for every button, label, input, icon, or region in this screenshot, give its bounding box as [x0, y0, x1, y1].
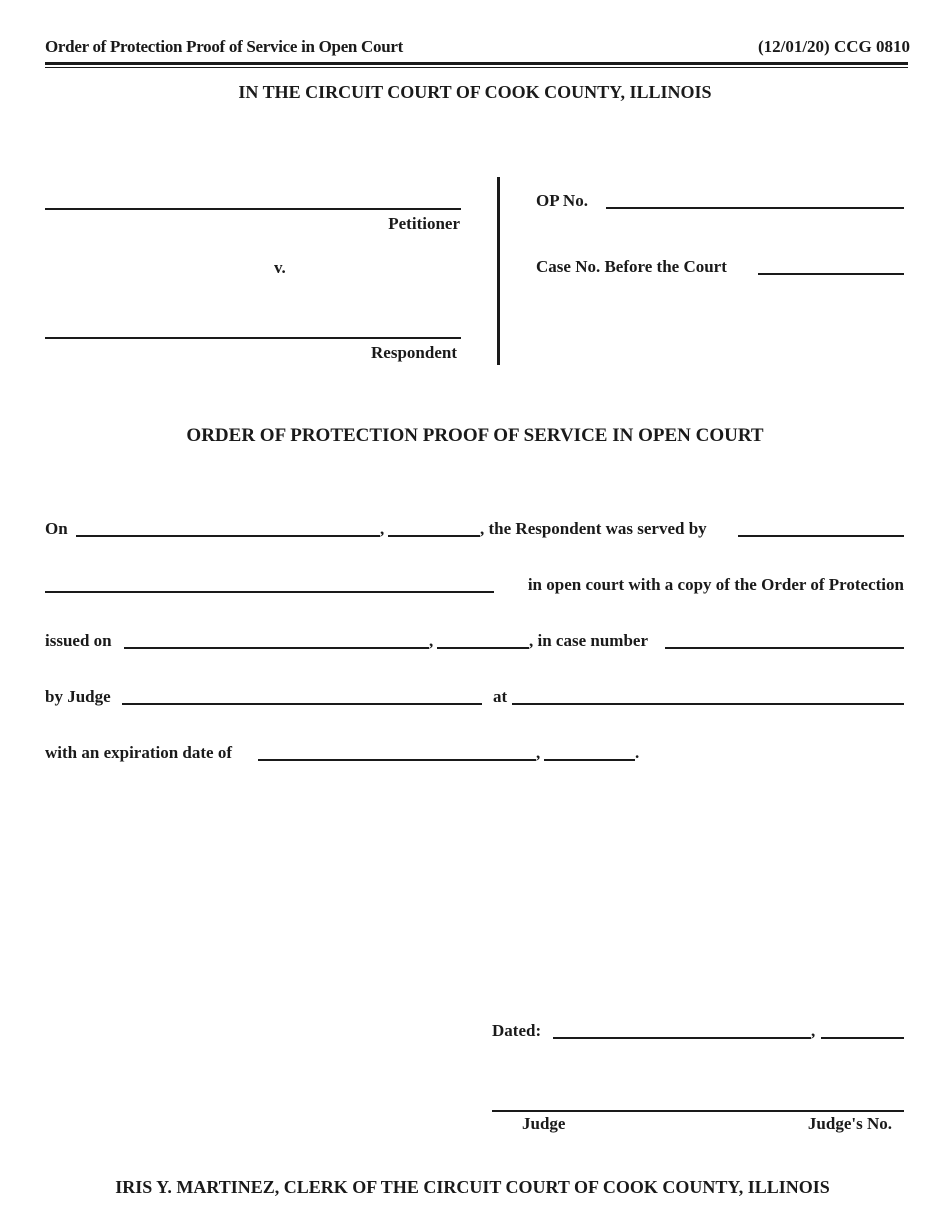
service-year-field[interactable]: [388, 535, 480, 537]
versus-label: v.: [274, 258, 286, 277]
comma-3: ,: [536, 743, 541, 762]
dated-year-field[interactable]: [821, 1037, 904, 1039]
comma-2: ,: [429, 631, 434, 650]
petitioner-line[interactable]: [45, 208, 461, 210]
respondent-label: Respondent: [371, 343, 457, 362]
document-title: ORDER OF PROTECTION PROOF OF SERVICE IN OPEN COURT: [186, 425, 764, 446]
clerk-footer: IRIS Y. MARTINEZ, CLERK OF THE CIRCUIT COURT OF COOK COUNTY, ILLINOIS: [115, 1177, 830, 1197]
comma-1: ,: [380, 519, 385, 538]
judge-name-field[interactable]: [122, 703, 482, 705]
issued-on-label: issued on: [45, 631, 112, 650]
served-by-field[interactable]: [738, 535, 904, 537]
served-by-text: , the Respondent was served by: [480, 519, 707, 538]
judge-label: Judge: [522, 1114, 566, 1133]
court-name: IN THE CIRCUIT COURT OF COOK COUNTY, ILLINOIS: [238, 82, 712, 102]
comma-4: ,: [811, 1021, 816, 1040]
petitioner-label: Petitioner: [388, 214, 460, 233]
form-code: (12/01/20) CCG 0810: [757, 37, 910, 56]
header-rule-thick: [45, 62, 908, 65]
caption-divider: [497, 177, 500, 365]
server-name-field[interactable]: [45, 591, 494, 593]
expiration-label: with an expiration date of: [45, 743, 232, 762]
issued-year-field[interactable]: [437, 647, 529, 649]
expiration-date-field[interactable]: [258, 759, 536, 761]
op-no-label: OP No.: [536, 191, 588, 210]
case-number-field[interactable]: [665, 647, 904, 649]
issued-date-field[interactable]: [124, 647, 429, 649]
open-court-text: in open court with a copy of the Order of Protection: [527, 575, 904, 594]
respondent-line[interactable]: [45, 337, 461, 339]
period: .: [635, 743, 640, 762]
form-title: Order of Protection Proof of Service in Open Court: [45, 37, 403, 56]
at-label: at: [493, 687, 508, 706]
case-no-field[interactable]: [758, 273, 904, 275]
case-no-label: Case No. Before the Court: [536, 257, 727, 276]
judge-no-label: Judge's No.: [807, 1114, 892, 1133]
op-no-field[interactable]: [606, 207, 904, 209]
case-number-text: , in case number: [529, 631, 648, 650]
service-date-field[interactable]: [76, 535, 380, 537]
header-rule-thin: [45, 67, 908, 68]
on-label: On: [45, 519, 68, 538]
dated-label: Dated:: [492, 1021, 542, 1040]
dated-field[interactable]: [553, 1037, 811, 1039]
judge-signature-line[interactable]: [492, 1110, 904, 1112]
by-judge-label: by Judge: [45, 687, 111, 706]
expiration-year-field[interactable]: [544, 759, 635, 761]
location-field[interactable]: [512, 703, 904, 705]
